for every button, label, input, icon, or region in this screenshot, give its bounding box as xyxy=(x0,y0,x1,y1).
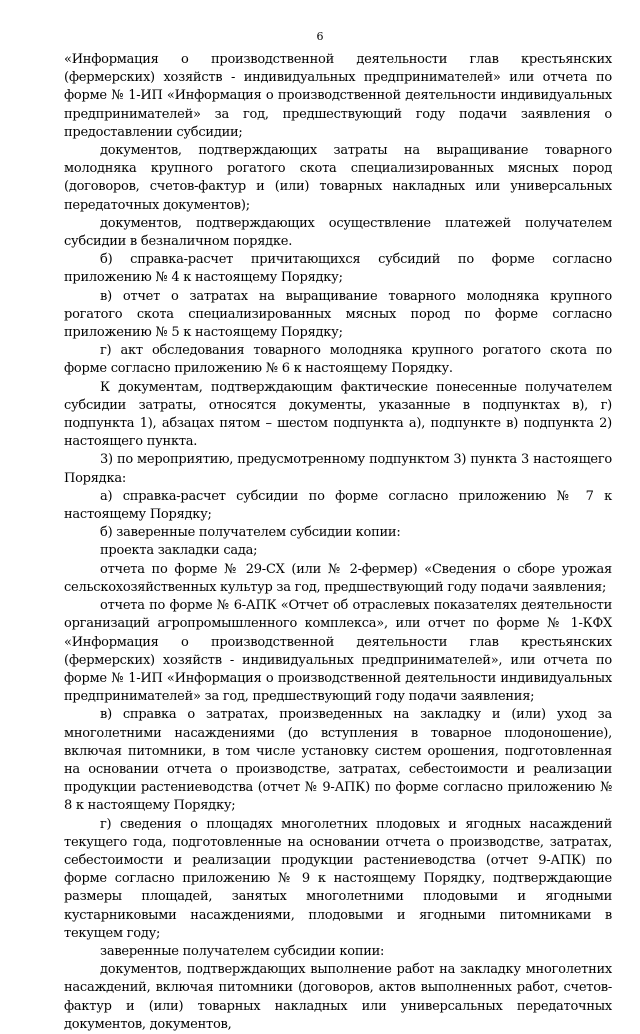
paragraph: отчета по форме № 6-АПК «Отчет об отраслевых показателях деятельности организаций агропромышленного комплекса», или отчет по форме № 1-КФХ «Информация о производственной деятельности глав крестьянских (фермерских) хозяйств - индивидуальных предпринимателей», или отчета по форме № 1-ИП «Информация о производственной деятельности индивидуальных предпринимателей» за год, предшествующий году подачи заявления; xyxy=(64,598,612,705)
paragraph: а) справка-расчет субсидии по форме согласно приложению № 7 к настоящему Порядку; xyxy=(64,488,612,523)
paragraph: г) сведения о площадях многолетних плодовых и ягодных насаждений текущего года, подготовленные на основании отчета о производстве, затратах, себестоимости и реализации продукции растениеводства (отчет 9-АПК) по форме согласно приложению № 9 к настоящему Порядку, подтверждающие размеры площадей, занятых многолетними плодовыми и ягодными кустарниковыми насаждениями, плодовыми и ягодными питомниками в текущем году; xyxy=(64,816,612,941)
paragraph: б) справка-расчет причитающихся субсидий по форме согласно приложению № 4 к настоящему Порядку; xyxy=(64,252,612,286)
page-number: 6 xyxy=(316,30,324,43)
paragraph: документов, подтверждающих осуществление платежей получателем субсидии в безналичном порядке. xyxy=(64,215,612,250)
paragraph: б) заверенные получателем субсидии копии: xyxy=(100,525,401,541)
paragraph: заверенные получателем субсидии копии: xyxy=(100,943,385,959)
paragraph: К документам, подтверждающим фактические понесенные получателем субсидии затраты, относятся документы, указанные в подпунктах в), г) подпункта 1), абзацах пятом – шестом подпункта а), подпункте в) подпункта 2) настоящего пункта. xyxy=(64,379,612,450)
paragraph: документов, подтверждающих затраты на выращивание товарного молодняка крупного рогатого скота специализированных мясных пород (договоров, счетов-фактур и (или) товарных накладных или универсальных передаточных документов); xyxy=(64,143,612,213)
document-body xyxy=(64,51,612,1034)
paragraph: отчета по форме № 29-СХ (или № 2-фермер) «Сведения о сборе урожая сельскохозяйственных культур за год, предшествующий году подачи заявления; xyxy=(64,561,612,595)
paragraph: в) справка о затратах, произведенных на закладку и (или) уход за многолетними насаждениями (до вступления в товарное плодоношение), включая питомники, в том числе установку систем орошения, подготовленная на основании отчета о производстве, затратах, себестоимости и реализации продукции растениеводства (отчет № 9-АПК) по форме согласно приложению № 8 к настоящему Порядку; xyxy=(64,707,612,814)
paragraph: проекта закладки сада; xyxy=(100,543,258,559)
paragraph: 3) по мероприятию, предусмотренному подпунктом 3) пункта 3 настоящего Порядка: xyxy=(64,452,612,486)
paragraph: документов, подтверждающих выполнение работ на закладку многолетних насаждений, включая питомники (договоров, актов выполненных работ, счетов-фактур и (или) товарных накладных или универсальных передаточных документов, документов, xyxy=(64,962,612,1032)
paragraph-continued: «Информация о производственной деятельности глав крестьянских (фермерских) хозяйств - индивидуальных предпринимателей» или отчета по форме № 1-ИП «Информация о производственной деятельности индивидуальных предпринимателей» за год, предшествующий году подачи заявления о предоставлении субсидии; xyxy=(64,52,612,140)
paragraph: в) отчет о затратах на выращивание товарного молодняка крупного рогатого скота специализированных мясных пород по форме согласно приложению № 5 к настоящему Порядку; xyxy=(64,288,612,341)
paragraph: г) акт обследования товарного молодняка крупного рогатого скота по форме согласно приложению № 6 к настоящему Порядку. xyxy=(64,343,612,377)
